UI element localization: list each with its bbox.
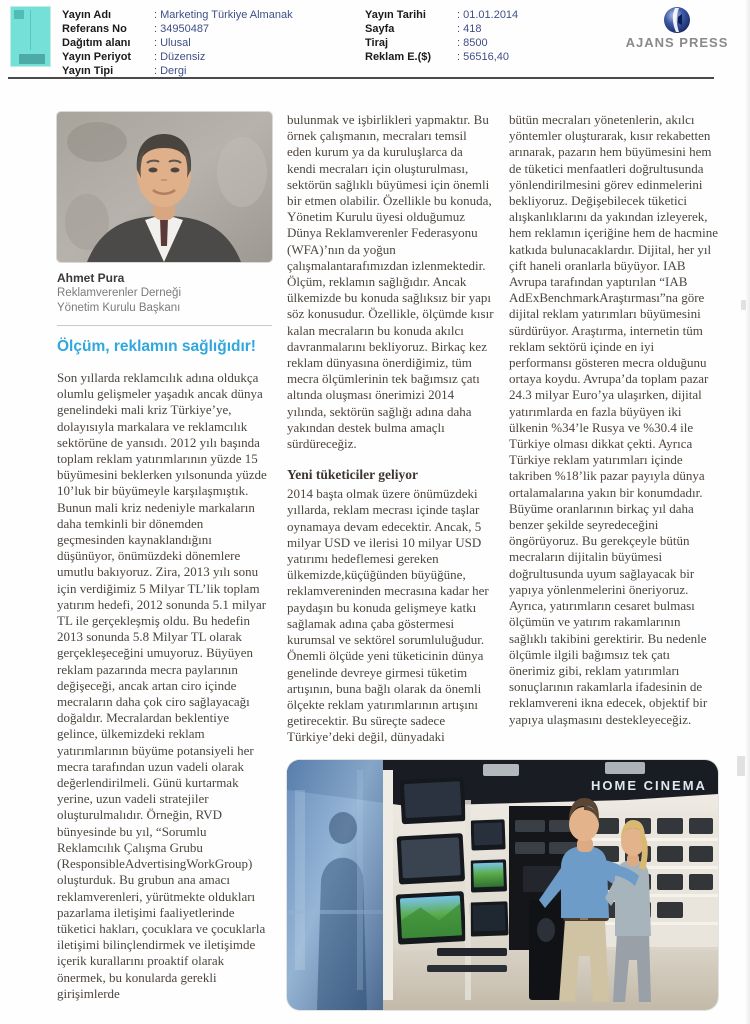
clipping-header [0, 0, 750, 80]
publication-info-left [62, 8, 352, 78]
field-value: : 01.01.2014 [457, 9, 519, 21]
scan-artifact [737, 756, 745, 776]
article-paragraph-col3: bütün mecraları yönetenlerin, akılcı yöntemler oluşturarak, kısır rekabetten arınarak, pazarın hem büyümesini hem de tüketici menfaatleri doğrultusunda yönlendirilmesini görev edinmelerini bekliyoruz. Değişebilecek tüketici alışkanlıklarını da yakından izleyerek, hem reklamın içeriğine hem de hacmine katkıda bulunacaklardır. Dijital, her yıl çift haneli oranlarla büyüyor. IAB Avrupa tarafından yaptırılan “IAB AdExBenchmarkAraştırması”na göre dijital reklam yatırımları büyümesini sürdürüyor. Araştırma, internetin tüm reklam sektörü içinde en iyi performansı gösteren mecra olduğunu ortaya koydu. Avrupa’da toplam pazar 24.3 milyar Euro’ya ulaşırken, dijital yatırımlarda en fazla büyüyen iki ülkenin %34’le Rusya ve %30.4 ile Türkiye olması dikkat çekti. Ayrıca Türkiye reklam yatırımları içinde takriben %18’lik pazar payıyla dünya ortalamalarına yakın bir konumdadır. Büyüme oranlarının birkaç yıl daha benzer şekilde seyredeceğini öngörüyoruz. Bu gerekçeyle bütün mecraların dijitalin büyümesi doğrultusunda uyum sağlayacak bir yapıya yönlenmelerini öneriyoruz. Ayrıca, yatırımların cesaret bulması ölçümün ve yatırım rakamlarının sağlıklı takibini gerektirir. Bu nedenle ölçümle ilgili bağımsız tek çatı önerimiz gibi, reklam yatırımları sonuçlarının rakamlarla ifadesinin de reklamvereni ikna edecek, objektif bir yapıya ulaşmasını destekleyeceğiz. [509, 112, 718, 727]
field-label: Reklam E.($) [365, 51, 432, 63]
article-column-3 [509, 112, 719, 728]
field-label: Referans No [62, 23, 127, 35]
field-value: : Ulusal [154, 37, 191, 49]
field-value: : 34950487 [154, 23, 210, 35]
field-label: Yayın Tipi [62, 65, 114, 77]
home-cinema-sign: HOME CINEMA [591, 778, 707, 793]
field-label: Dağıtım alanı [62, 37, 131, 49]
author-organization: Reklamverenler Derneği [57, 287, 181, 299]
field-row [365, 22, 645, 36]
field-row [62, 36, 352, 50]
article-subheading: Yeni tüketiciler geliyor [287, 467, 418, 483]
field-label: Yayın Adı [62, 9, 112, 21]
author-photo-illustration [57, 112, 272, 262]
field-value: : 8500 [457, 37, 488, 49]
field-value: : Dergi [154, 65, 187, 77]
field-row [365, 8, 645, 22]
thumbnail-mark [14, 10, 24, 19]
store-photo [287, 760, 718, 1010]
article-column-1 [57, 112, 272, 1002]
scan-edge-shadow [745, 0, 750, 1024]
article-paragraph-col2-intro: bulunmak ve işbirlikleri yapmaktır. Bu örnek çalışmanın, mecraları temsil eden kurum ya da kuruluşlarca da kendi mecraları için oluşturulması, sektörün sağlıklı büyümesi için önemli bir etmen olabilir. Özellikle bu konuda, Yönetim Kurulu üyesi olduğumuz Dünya Reklamverenler Federasyonu (WFA)’nın da yoğun çalışmalantarafımızdan izlenmektedir. Ölçüm, reklamın sağlığıdır. Ancak ülkemizde bu konuda sağlıksız bir yapı söz konusudur. Özellikle, ölçümde kısır kalan mecraların bu konuda akılcı davranmalarını bekliyoruz. Birkaç kez reklam dünyasına önerdiğimiz, tüm mecra ölçümlerinin tek bağımsız çatı altında oluşması önerimizi 2014 yılında, sektörün sağlığı adına daha yakından destek bulma amaçlı sürdüreceğiz. [287, 112, 494, 452]
field-label: Yayın Tarihi [365, 9, 426, 21]
field-label: Tiraj [365, 37, 389, 49]
thumbnail-bar [19, 54, 45, 64]
scan-artifact [741, 300, 746, 310]
author-caption [57, 271, 272, 316]
author-title: Yönetim Kurulu Başkanı [57, 302, 181, 314]
ajans-press-logo-text: AJANS PRESS [625, 35, 729, 50]
field-label: Yayın Periyot [62, 51, 132, 63]
thumbnail-line [30, 10, 31, 50]
ajans-press-sphere-icon [662, 5, 692, 35]
field-row [365, 36, 645, 50]
article-column-2 [287, 112, 494, 746]
field-row [365, 50, 645, 64]
header-divider [8, 77, 714, 79]
field-value: : 56516,40 [457, 51, 509, 63]
field-value: : Marketing Türkiye Almanak [154, 9, 293, 21]
field-row [62, 64, 352, 78]
article-headline: Ölçüm, reklamın sağlığıdır! [57, 338, 256, 355]
field-row [62, 50, 352, 64]
article-paragraph-col2: 2014 başta olmak üzere önümüzdeki yıllarda, reklam mecrası içinde taşlar oynamaya devam edecektir. Ancak, 5 milyar USD ve ilerisi 10 milyar USD yatırımı hedeflemesi gereken ülkemizde,küçüğünden büyüğüne, reklamvereninden mecrasına kadar her paydaşın bu konuda gelişmeye katkı sağlamak adına çaba göstermesi kurumsal ve sektörel sorumluluğudur. Önemli ölçüde yeni tüketicinin dünya genelinde devreye girmesi tüketim artışının, buna bağlı olarak da önemli ölçekte reklam yatırımlarının artışını getirecektir. Bu süreçte sadece Türkiye’deki değil, dünyadaki [287, 486, 489, 745]
author-photo [57, 112, 272, 262]
field-row [62, 22, 352, 36]
field-value: : Düzensiz [154, 51, 206, 63]
store-photo-illustration [287, 760, 718, 1010]
field-label: Sayfa [365, 23, 395, 35]
field-value: : 418 [457, 23, 482, 35]
article-paragraph-col1: Son yıllarda reklamcılık adına oldukça olumlu gelişmeler yaşadık ancak dünya genelindeki mali kriz Türkiye’ye, dolayısıyla markalara ve reklamcılık sektörüne de yansıdı. 2012 yılı başında toplam reklam yatırımlarının yüzde 15 büyümesini beklerken yılsonunda yüzde 10’luk bir büyümeyle karşılaşmıştık. Bunun mali kriz nedeniyle markaların daha temkinli bir dönemden geçmesinden kaynaklandığını düşünüyor, önümüzdeki dönemlere umutlu bakıyoruz. Zira, 2013 yılı sonu için verdiğimiz 5 Milyar TL’lik toplam yatırım hedefi, 2012 sonunda 5.1 milyar TL ile gerçekleşmiş oldu. Bu hedefin 2013 sonunda 5.8 Milyar TL olarak gerçekleşeceğini umuyoruz. Büyüyen reklam pazarında mecra paylarının değişeceği, ancak artan ciro içinde mecraların daha çok ciro sağlayacağı doğaldır. Mecralardan beklentiye gelince, ülkemizdeki reklam yatırımlarının büyüme potansiyeli her mecra tarafından uzun vadeli olarak değerlendirilmeli. Günü kurtarmak yerine, uzun vadeli stratejiler oluşturulmalıdır. Örneğin, RVD bünyesinde bu yıl, “Sorumlu Reklamcılık Çalışma Grubu (ResponsibleAdvertisingWorkGroup) oluşturduk. Bu grubun ana amacı reklamverenleri, yürütmekte oldukları pazarlama iletişimi faaliyetlerinde tüketici hakları, çocuklara ve çocuklarla iletişimi bilinçlendirmek ve iletişimde içerik kurallarını proaktif olarak önermek, bu konularda gerekli girişimlerde [57, 370, 267, 1001]
caption-divider [57, 325, 272, 326]
author-name: Ahmet Pura [57, 271, 125, 285]
ajans-press-logo [622, 5, 732, 50]
field-row [62, 8, 352, 22]
publication-thumbnail [10, 6, 51, 67]
publication-info-right [365, 8, 645, 64]
